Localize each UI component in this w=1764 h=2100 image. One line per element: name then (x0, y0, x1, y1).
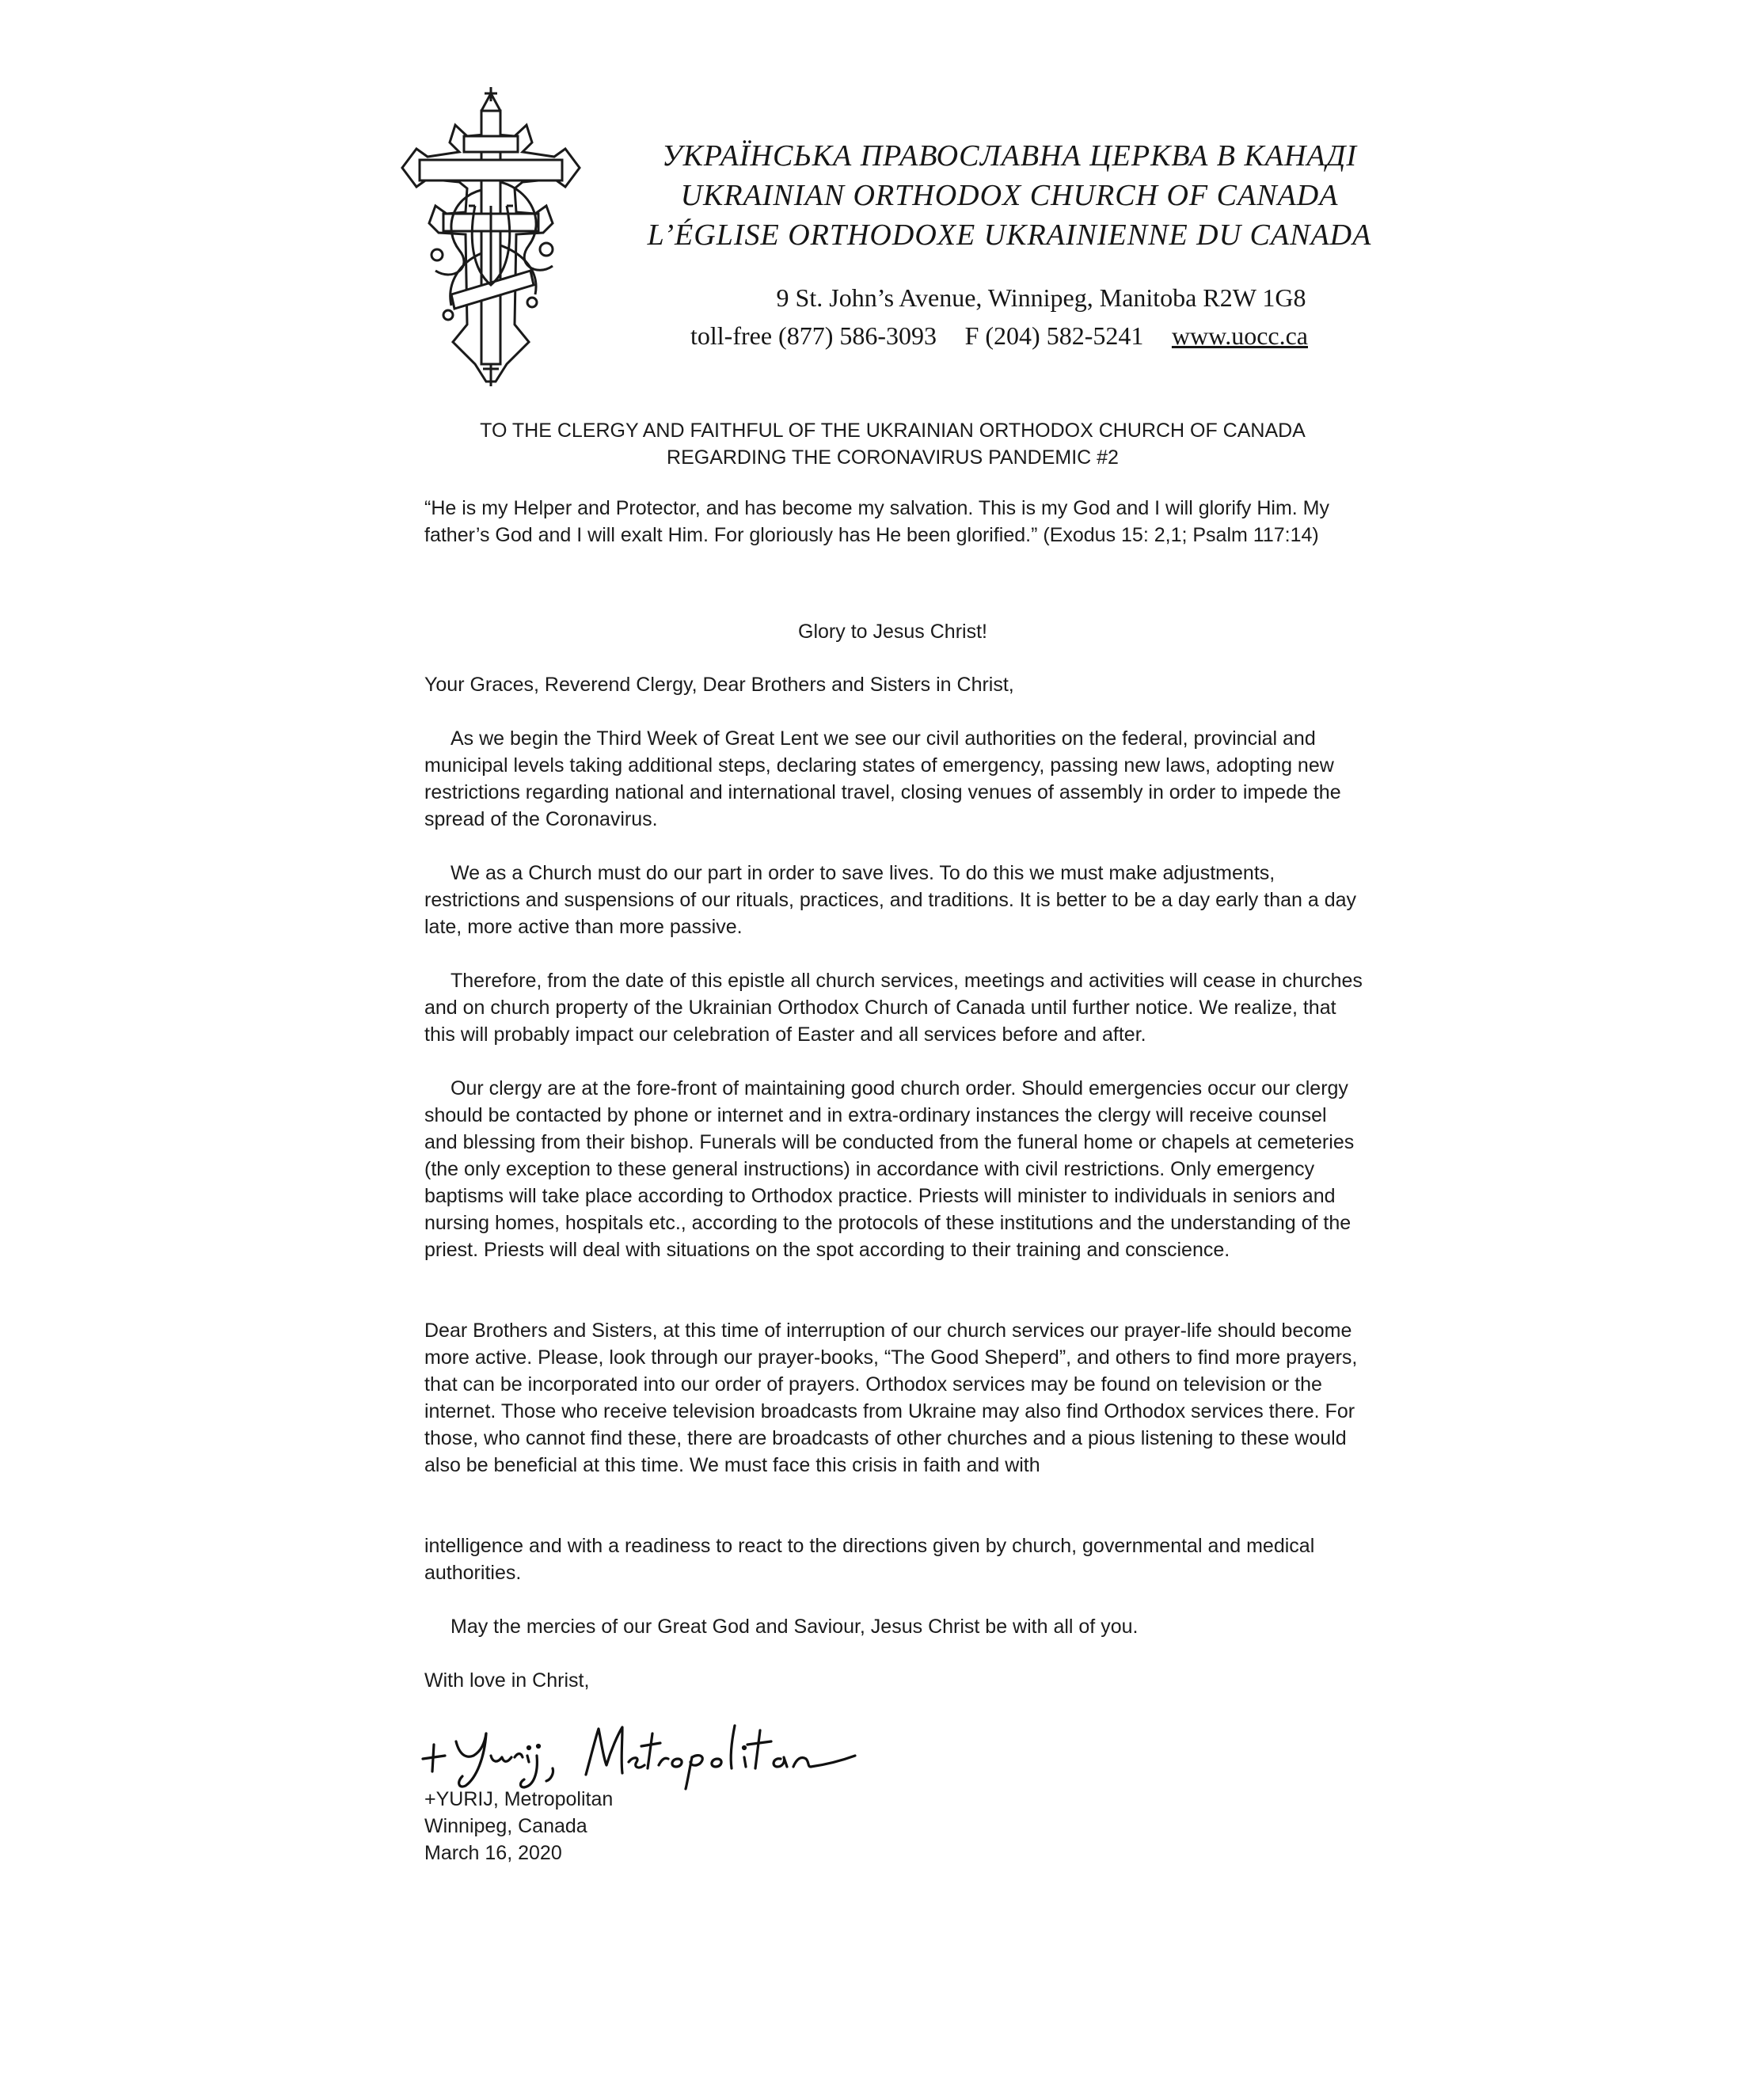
epigraph-quote: “He is my Helper and Protector, and has become my salvation. This is my God and I will glorify Him. My father’s God and I will exalt Him. For gloriously has He been glorified.” (Exodus 15: 2,1; Psalm 117:14) (424, 497, 1330, 546)
paragraph-6: intelligence and with a readiness to react to the directions given by church, governmental and medical authorities. (424, 1535, 1315, 1584)
letter-date: March 16, 2020 (424, 1842, 562, 1864)
paragraph-5: Dear Brothers and Sisters, at this time of interruption of our church services our prayer-life should become more active. Please, look through our prayer-books, “The Good Sheperd”, and others to find more prayers, that can be incorporated into our order of prayers. Orthodox services may be found on television or the internet. Those who receive television broadcasts from Ukraine may also find Orthodox services there. For those, who cannot find these, there are broadcasts of other churches and a pious listening to these would also be beneficial at this time. We must face this crisis in faith and with (424, 1320, 1358, 1476)
paragraph-1: As we begin the Third Week of Great Lent we see our civil authorities on the federal, provincial and municipal levels taking additional steps, declaring states of emergency, passing new laws, adopting new restrictions regarding national and international travel, closing venues of assembly in order to impede the spread of the Coronavirus. (424, 727, 1341, 830)
salutation-line: Your Graces, Reverend Clergy, Dear Brothers and Sisters in Christ, (424, 674, 1014, 696)
letter-heading (428, 417, 1358, 471)
church-phone-line (681, 317, 1393, 355)
heading-line-1: TO THE CLERGY AND FAITHFUL OF THE UKRAINIAN ORTHODOX CHURCH OF CANADA (480, 420, 1306, 442)
letterhead-contact (681, 279, 1393, 355)
paragraph-4: Our clergy are at the fore-front of maintaining good church order. Should emergencies occur our clergy should be contacted by phone or internet and in extra-ordinary instances the clergy will receive counsel and blessing from their bishop. Funerals will be conducted from the funeral home or chapels at cemeteries (the only exception to these general instructions) in accordance with civil restrictions. Only emergency baptisms will take place according to Orthodox practice. Priests will minister to individuals in seniors and nursing homes, hospitals etc., according to the protocols of these institutions and the understanding of the priest. Priests will deal with situations on the spot according to their training and conscience. (424, 1077, 1355, 1261)
paragraph-3: Therefore, from the date of this epistle all church services, meetings and activities will cease in churches and on church property of the Ukrainian Orthodox Church of Canada until further notice. We realize, that this will probably impact our celebration of Easter and all services before and after. (424, 970, 1363, 1046)
church-name-french: L’ÉGLISE ORTHODOXE UKRAINIENNE DU CANADA (647, 218, 1372, 252)
closing-block (424, 1786, 613, 1866)
paragraph-7: May the mercies of our Great God and Saviour, Jesus Christ be with all of you. (451, 1616, 1139, 1638)
church-name-english: UKRAINIAN ORTHODOX CHURCH OF CANADA (680, 179, 1339, 212)
greeting-line: Glory to Jesus Christ! (798, 621, 987, 643)
heading-line-2: REGARDING THE CORONAVIRUS PANDEMIC #2 (667, 446, 1119, 469)
handwritten-signature (418, 1710, 861, 1793)
tollfree-number: toll-free (877) 586-3093 (690, 321, 937, 350)
website-link[interactable]: www.uocc.ca (1171, 321, 1308, 350)
church-name-ukrainian: УКРАЇНСЬКА ПРАВОСЛАВНА ЦЕРКВА В КАНАДІ (662, 139, 1357, 173)
letterhead-names (633, 136, 1386, 255)
valediction: With love in Christ, (424, 1669, 590, 1692)
signatory-place: Winnipeg, Canada (424, 1815, 587, 1837)
signatory-name: +YURIJ, Metropolitan (424, 1788, 614, 1810)
church-address: 9 St. John’s Avenue, Winnipeg, Manitoba R2W 1G8 (776, 283, 1306, 312)
orthodox-cross-crest-icon (396, 87, 586, 388)
fax-number: F (204) 582-5241 (964, 321, 1144, 350)
paragraph-2: We as a Church must do our part in order to save lives. To do this we must make adjustments, restrictions and suspensions of our rituals, practices, and traditions. It is better to be a day early than a day late, more active than more passive. (424, 862, 1357, 938)
